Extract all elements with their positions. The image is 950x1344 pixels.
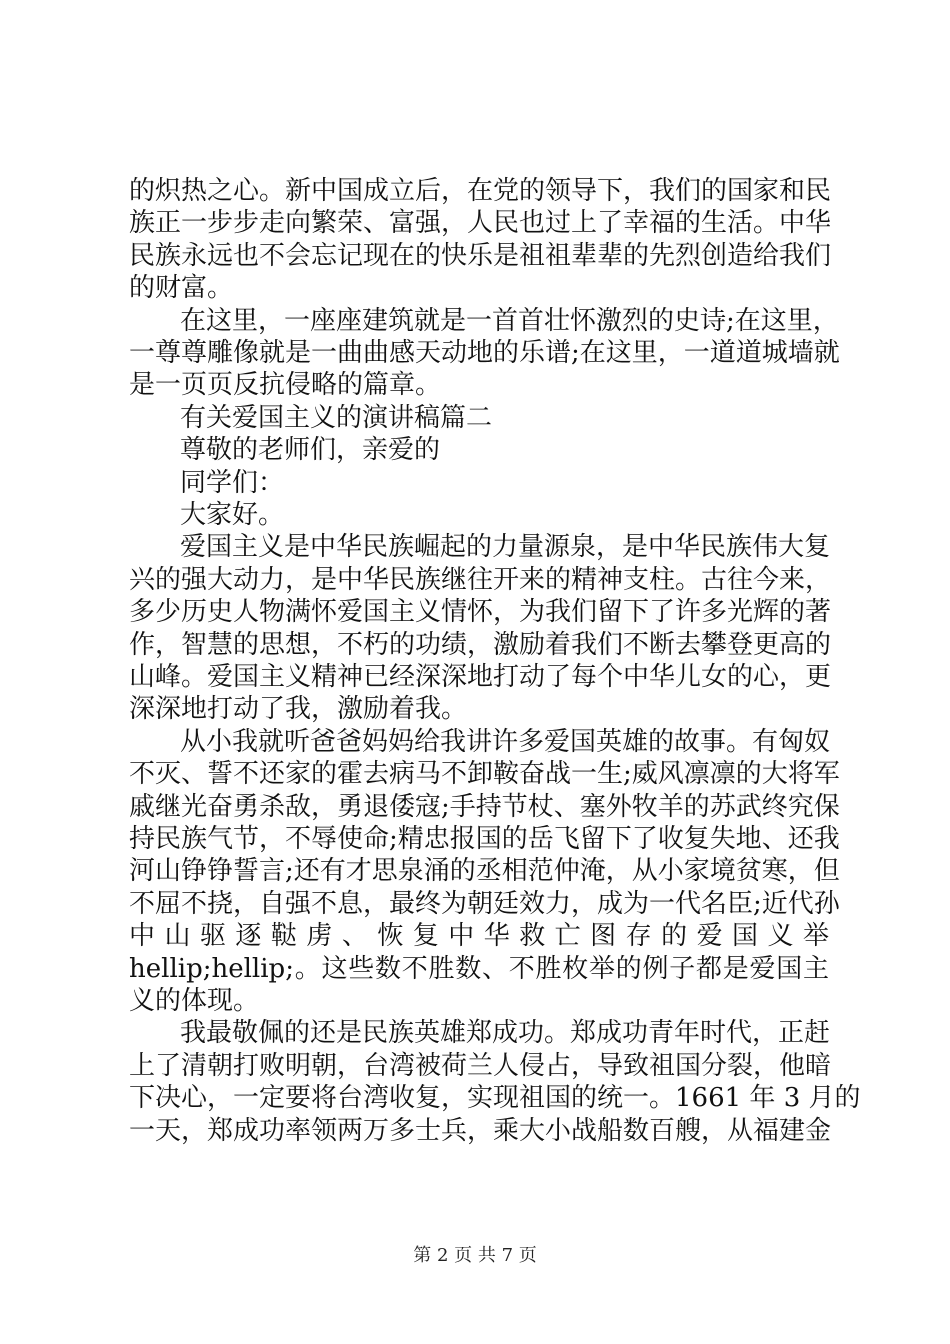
text-line: 爱国主义是中华民族崛起的力量源泉，是中华民族伟大复 [180,532,831,563]
text-line: 在这里，一座座建筑就是一首首壮怀激烈的史诗;在这里， [180,305,839,336]
text-line: 戚继光奋勇杀敌，勇退倭寇;手持节杖、塞外牧羊的苏武终究保 [129,791,840,822]
text-line: 作，智慧的思想，不朽的功绩，激励着我们不断去攀登更高的 [129,629,832,660]
text-line: 族正一步步走向繁荣、富强，人民也过上了幸福的生活。中华 [129,208,832,239]
text-line: 兴的强大动力，是中华民族继往开来的精神支柱。古往今来， [129,564,832,595]
text-line: 上了清朝打败明朝，台湾被荷兰人侵占，导致祖国分裂，他暗 [129,1050,832,1081]
text-line: 一天，郑成功率领两万多士兵，乘大小战船数百艘，从福建金 [129,1115,832,1146]
text-line: 义的体现。 [129,986,260,1016]
text-line: 持民族气节，不辱使命;精忠报国的岳飞留下了收复失地、还我 [129,824,840,854]
salutation: 同学们： [180,467,285,498]
text-line: 不灭、誓不还家的霍去病马不卸鞍奋战一生;威风凛凛的大将军 [129,759,840,790]
text-line: 一尊尊雕像就是一曲曲感天动地的乐谱;在这里，一道道城墙就 [129,338,840,368]
text-line: 深深地打动了我，激励着我。 [129,694,468,725]
text-line: 不屈不挠，自强不息，最终为朝廷效力，成为一代名臣;近代孙 [129,888,840,919]
section-heading: 有关爱国主义的演讲稿篇二 [180,402,493,433]
text-line: 下决心，一定要将台湾收复，实现祖国的统一。1661 年 3 月的 [129,1083,861,1114]
text-line: 中 山 驱 逐 鞑 虏 、 恢 复 中 华 救 亡 图 存 的 爱 国 义 举 [129,921,829,952]
text-line: 山峰。爱国主义精神已经深深地打动了每个中华儿女的心，更 [129,662,832,692]
greeting: 大家好。 [180,500,285,530]
text-line: 我最敬佩的还是民族英雄郑成功。郑成功青年时代，正赶 [180,1018,831,1049]
page-footer: 第 2 页 共 7 页 [413,1245,537,1266]
text-line: 的炽热之心。新中国成立后，在党的领导下，我们的国家和民 [129,176,832,206]
salutation: 尊敬的老师们，亲爱的 [180,435,441,466]
text-line: 的财富。 [129,273,234,304]
text-line: 是一页页反抗侵略的篇章。 [129,370,442,401]
text-line: hellip;hellip;。这些数不胜数、不胜枚举的例子都是爱国主 [129,953,829,984]
text-line: 从小我就听爸爸妈妈给我讲许多爱国英雄的故事。有匈奴 [180,726,831,757]
text-line: 多少历史人物满怀爱国主义情怀，为我们留下了许多光辉的著 [129,597,832,628]
text-line: 民族永远也不会忘记现在的快乐是祖祖辈辈的先烈创造给我们 [129,240,832,271]
text-line: 河山铮铮誓言;还有才思泉涌的丞相范仲淹，从小家境贫寒，但 [129,856,840,887]
